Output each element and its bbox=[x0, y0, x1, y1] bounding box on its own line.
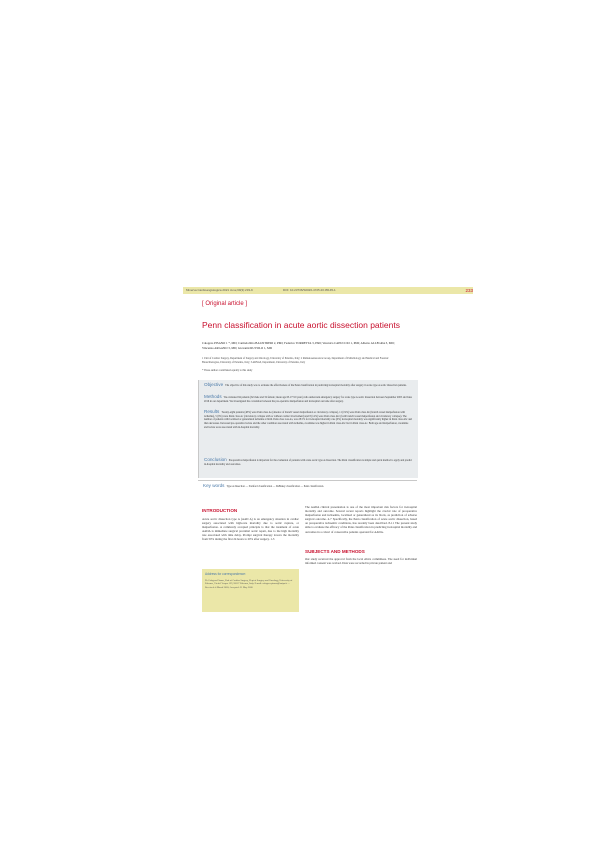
journal-citation: Minerva Cardioangiologica 2021 June;69(3):233-9 bbox=[186, 288, 253, 292]
affiliations: 1 Unit of Cardiac Surgery, Department of Surgery and Oncology, University of Palermo, Italy; 2 Immunosenescence Group, Department of Pathobiology and Medical and Forensic Biotechnologies, University of Palermo, Italy; 3 ARNAS, Department, University of Palermo, Italy bbox=[202, 357, 389, 364]
abstract-conclusion-heading: Conclusion bbox=[204, 457, 227, 462]
introduction-text: Acute aortic dissection type A (AAD A) is an emergency situation in cardiac surgery associated with high-rate mortality due to aortic rupture, or malperfusion. A commonly accepted principle is that the treatment of acute AADA is immediate surgical proximal aortic repair, due to the high mortality rate associated with time delay. Prompt surgical therapy lowers the mortality from 50% during the first 24 hours to 20% after surgery. 1-3 bbox=[202, 517, 299, 542]
abstract-results-text: Twenty-eight patients (48%) were Penn class Aa (absence of branch vessel malperfusion or circulatory collapse), 11 (19%) were Penn class Ab (branch vessel malperfusion with ischemia), 5 (9%) were Penn class Ac (circulatory collapse with or without cardiac involvement) and 8 (14%) were Penn class Abc (both branch vessel malperfusion and circulatory collapse). The number of patients with localized or generalized ischemia at birth. Penn class was Aa, was 28.5% for in-hospital mortality rate (0%) in-hospital mortality was significantly higher in Penn class Abc and then decreases. Increased pre-operative lactate and the other condition associated with ischemia, creatinine was higher in Penn class Abc but in Penn class Ac. Both age and malperfusion, creatinine and lactate were associated with in-hospital mortality. bbox=[204, 411, 412, 429]
keywords-heading: Key words bbox=[203, 483, 225, 488]
journal-doi: DOI: 10.23736/S0026-4725.20.05145-1 bbox=[283, 288, 336, 292]
abstract-conclusion-text: Preoperative malperfusion is important for the evaluation of patients with acute aortic type A dissection. The Penn classification is simple and quick method to apply and predict in-hospital mortality and outcomes. bbox=[204, 459, 413, 466]
introduction-heading: INTRODUCTION bbox=[202, 508, 238, 513]
abstract-box bbox=[198, 380, 418, 478]
abstract-results-heading: Results bbox=[204, 409, 220, 414]
keywords-text: Type A dissection — Stanford classification — DeBakey classification — Penn classification. bbox=[226, 485, 324, 488]
abstract-methods-text: We evaluated 94 patients (62 male and 32 female; mean age 63.17±10 years) who underwent emergency surgery for acute type A aortic dissection between September 2005 and June 2016 in our department. We investigated the correlation between the pre-operative malperfusion and in-hospital outcome after surgery. bbox=[204, 396, 412, 403]
abstract-conclusion bbox=[204, 458, 412, 466]
abstract-objective-heading: Objective bbox=[204, 382, 224, 387]
author-list: Calogero PISANO 1 *, MD; Carmela Rita BALISTRERI 2, PhD; Federico TORRETTA 3, PhD; Veronica CAPUCCIO 1, PhD; Alberto ALLEGRA 3, MD; Vincenzo ARGANO 3, MD; Giovanni RUVOLO 1, MD bbox=[202, 341, 395, 350]
contribution-note: * These authors contributed equally to this study bbox=[202, 369, 253, 372]
article-type-label: [ Original article ] bbox=[202, 301, 248, 307]
abstract-results bbox=[204, 410, 412, 430]
subjects-methods-heading: SUBJECTS AND METHODS bbox=[305, 549, 365, 554]
abstract-divider bbox=[198, 480, 417, 481]
abstract-objective-text: The objective of this study was to evaluate the effectiveness of the Penn classification in predicting in-hospital mortality after surgery in acute type A aortic dissection patients. bbox=[225, 384, 407, 387]
abstract-methods-heading: Methods bbox=[204, 394, 222, 399]
article-title: Penn classification in acute aortic dissection patients bbox=[202, 320, 400, 330]
column2-intro-text: The AADA clinical presentation is one of the most important risk factors for in-hospital mortality and outcome. Several recent reports highlight the crucial role of preoperative malperfusion and ischaemia, localized or generalized as its block, as prediction of adverse surgical outcome. 4-7 Specifically, the Penn classification of acute aortic dissection, based on preoperative ischaemic conditions, has recently been described. 8-11 The present study aims to evaluate the efficacy of the Penn classification in predicting in-hospital mortality and outcomes in a cohort of consecutive patients operated for AADA. bbox=[305, 505, 417, 534]
abstract-methods bbox=[204, 395, 412, 403]
correspondence-heading: Address for correspondence: bbox=[205, 572, 246, 576]
keywords bbox=[203, 483, 413, 488]
abstract-objective bbox=[204, 383, 412, 388]
page-number: 233 bbox=[465, 288, 473, 293]
subjects-methods-text: Our study received the approval from the local ethics committees. The need for individual informed consent was waived. Data were recorded in private patient and bbox=[305, 557, 417, 566]
correspondence-body: Dr Calogero Pisano, Unit of Cardiac Surgery, Dept of Surgery and Oncology, University of Palermo, Via del Vespro 129, 90127 Palermo, Italy. E-mail: calogero.pisano@unipa.it — Received: 4 March 2020; Accepted: 21 May 2020 bbox=[205, 579, 293, 589]
correspondence-box bbox=[202, 569, 299, 612]
